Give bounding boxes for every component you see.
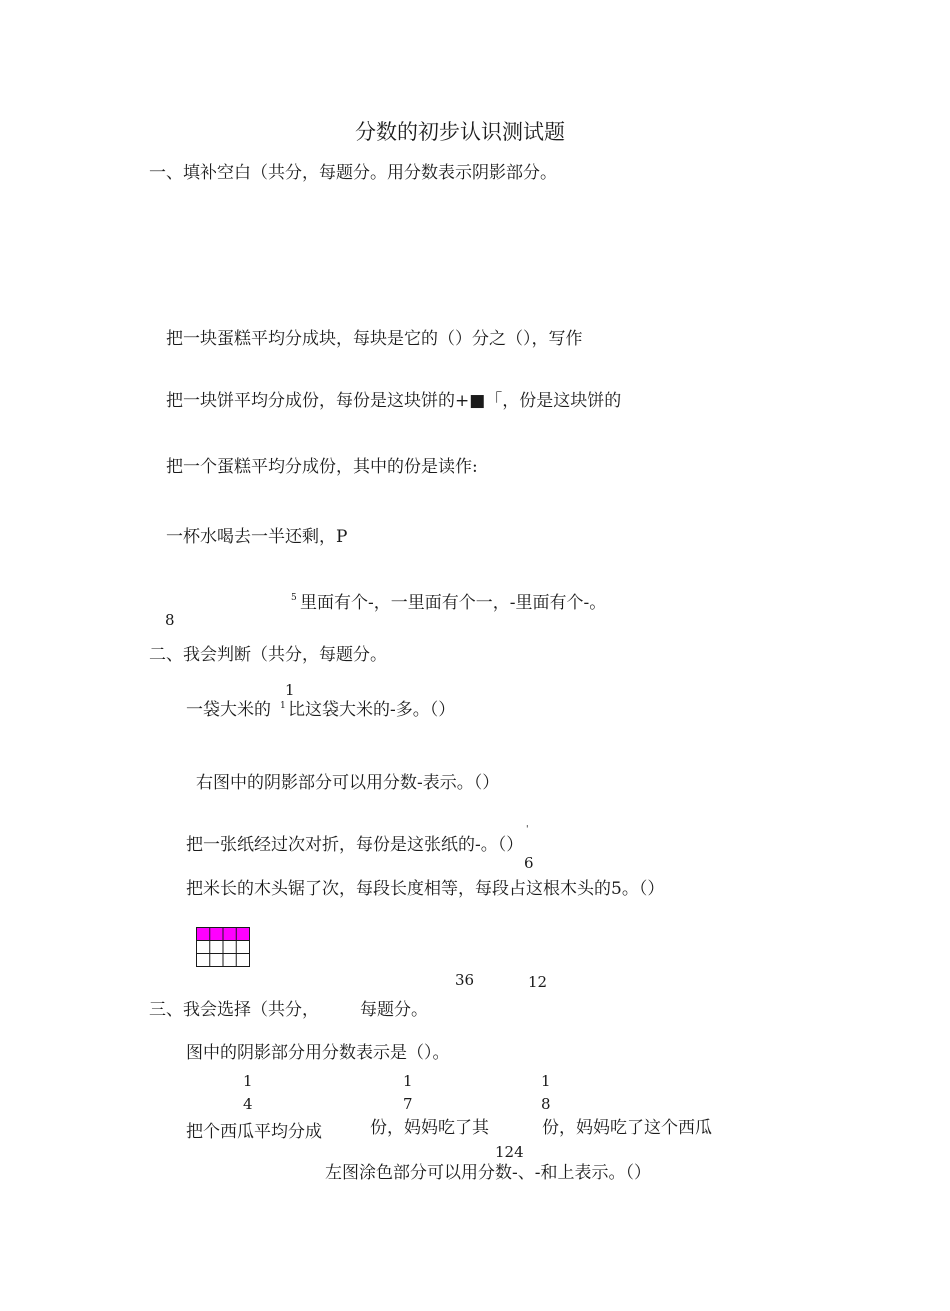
s3-question-2-c: 份，妈妈吃了这个西瓜 <box>542 1118 712 1138</box>
s1-question-1: 把一块蛋糕平均分成块，每块是它的（）分之（），写作 <box>166 329 583 349</box>
s1-question-4: 一杯水喝去一半还剩，P <box>166 527 348 547</box>
shaded-grid-figure <box>196 927 252 969</box>
s2-number-12: 12 <box>528 973 548 991</box>
section3-heading: 三、我会选择（共分， <box>149 1000 319 1020</box>
s2-question-3: 把一张纸经过次对折，每份是这张纸的-。（） <box>186 835 524 855</box>
s2-q3-tick: ' <box>526 825 529 835</box>
s3-option-a-numerator: 1 <box>243 1072 253 1090</box>
page-title: 分数的初步认识测试题 <box>355 120 565 144</box>
s2-q1-number: 1 <box>285 681 295 699</box>
s2-q1-superscript: 1 <box>280 701 286 711</box>
s3-option-c-denominator: 8 <box>541 1095 551 1113</box>
s3-option-a-denominator: 4 <box>243 1095 253 1113</box>
s1-question-5: 里面有个-，一里面有个一，-里面有个-。 <box>300 593 607 613</box>
s3-question-1: 图中的阴影部分用分数表示是（）。 <box>186 1043 450 1063</box>
s2-question-2: 右图中的阴影部分可以用分数-表示。（） <box>196 773 500 793</box>
s2-question-1: 一袋大米的 <box>186 700 271 720</box>
s2-question-4: 把米长的木头锯了次，每段长度相等，每段占这根木头的5。（） <box>186 879 665 899</box>
s2-number-36: 36 <box>455 971 475 989</box>
s2-question-1-rest: 比这袋大米的-多。（） <box>288 700 456 720</box>
s2-q3-number: 6 <box>524 854 534 872</box>
s3-option-b-numerator: 1 <box>403 1072 413 1090</box>
section2-heading: 二、我会判断（共分，每题分。 <box>149 645 387 665</box>
s3-question-2-a: 把个西瓜平均分成 <box>186 1122 322 1142</box>
section1-heading: 一、填补空白（共分，每题分。用分数表示阴影部分。 <box>149 163 557 183</box>
s1-question-3: 把一个蛋糕平均分成份，其中的份是读作: <box>166 457 478 477</box>
s1-q5-superscript: 5 <box>291 593 297 603</box>
s3-option-b-denominator: 7 <box>403 1095 413 1113</box>
s1-q5-number: 8 <box>165 611 175 629</box>
s3-q2-number: 124 <box>495 1143 524 1161</box>
section3-heading-end: 每题分。 <box>360 1000 428 1020</box>
s3-question-2-b: 份，妈妈吃了其 <box>370 1118 489 1138</box>
s1-question-2: 把一块饼平均分成份，每份是这块饼的+■「，份是这块饼的 <box>166 391 622 411</box>
s3-option-c-numerator: 1 <box>541 1072 551 1090</box>
s3-question-3: 左图涂色部分可以用分数-、-和上表示。（） <box>325 1163 651 1183</box>
